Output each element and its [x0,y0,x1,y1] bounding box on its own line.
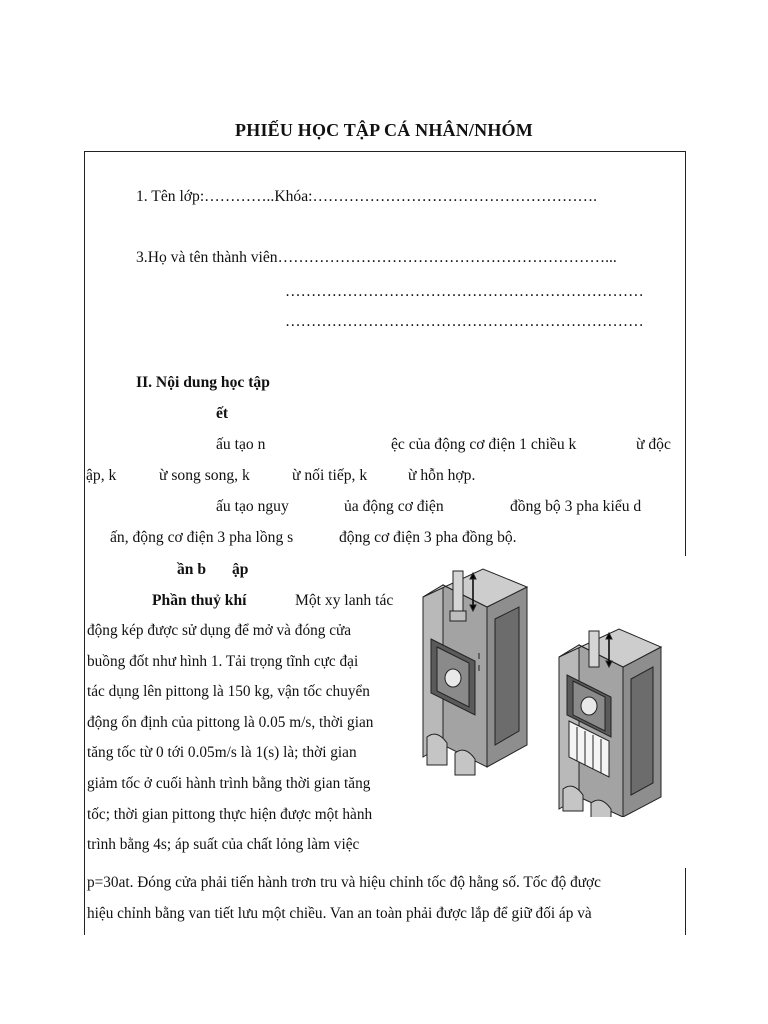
exercise-paragraph-full [87,868,601,929]
exercise-line: trình bằng 4s; áp suất của chất lỏng làm việc [87,836,360,854]
text-fragment: ủa động cơ điện [344,498,444,515]
exercise-line: Một xy lanh tác [295,592,394,609]
text-fragment: ấu tạo nguy [216,498,289,515]
exercise-line: buồng đốt như hình 1. Tải trọng tĩnh cực đại [87,652,359,670]
section-heading: II. Nội dung học tập [136,374,270,391]
text-fragment: ừ độc [636,436,671,453]
member-names-line-3[interactable]: …………………………………………………………… [285,313,644,330]
cabinet-door-closed [559,629,661,817]
exercise-label: Phần thuỷ khí [152,592,247,609]
member-names-field[interactable]: 3.Họ và tên thành viên………………………………………………………... [136,249,617,266]
text-fragment: ừ nối tiếp, k [292,467,368,484]
border-gap [680,556,688,868]
text-fragment: ừ hỗn hợp. [408,467,476,484]
text-fragment: ệc của động cơ điện 1 chiều k [391,436,577,453]
class-course-field[interactable]: 1. Tên lớp:…………..Khóa:………………………………………………. [136,188,598,205]
text-fragment: ập, k [86,467,117,484]
exercise-line: động kép được sử dụng để mở và đóng cửa [87,622,352,639]
exercise-paragraph [87,616,373,861]
subheading-exercise: ần b [177,561,207,578]
subheading-theory: ết [216,405,229,422]
text-fragment: ấn, động cơ điện 3 pha lồng s [110,529,294,546]
member-names-line-2[interactable]: …………………………………………………………… [285,283,644,300]
text-fragment: ấu tạo n [216,436,266,453]
exercise-line: tăng tốc từ 0 tới 0.05m/s là 1(s) là; thời gian [87,744,357,762]
exercise-line: tác dụng lên pittong là 150 kg, vận tốc chuyển [87,683,370,701]
text-fragment: đồng bộ 3 pha kiểu d [510,498,642,515]
exercise-line: động ổn định của pittong là 0.05 m/s, thời gian [87,713,374,731]
exercise-line: p=30at. Đóng cửa phải tiến hành trơn tru và hiệu chỉnh tốc độ hằng số. Tốc độ được [87,874,601,891]
text-fragment: ừ song song, k [159,467,250,484]
cabinet-door-open [423,569,527,775]
exercise-line: tốc; thời gian pittong thực hiện được một hành [87,805,373,823]
text-fragment: động cơ điện 3 pha đồng bộ. [339,529,517,546]
furnace-door-figure [415,567,677,817]
exercise-line: giảm tốc ở cuối hành trình bằng thời gian tăng [87,774,371,792]
exercise-line: hiệu chỉnh bằng van tiết lưu một chiều. Van an toàn phải được lắp để giữ đối áp và [87,904,592,922]
subheading-exercise: ập [232,561,249,578]
worksheet-title: PHIẾU HỌC TẬP CÁ NHÂN/NHÓM [235,120,533,140]
